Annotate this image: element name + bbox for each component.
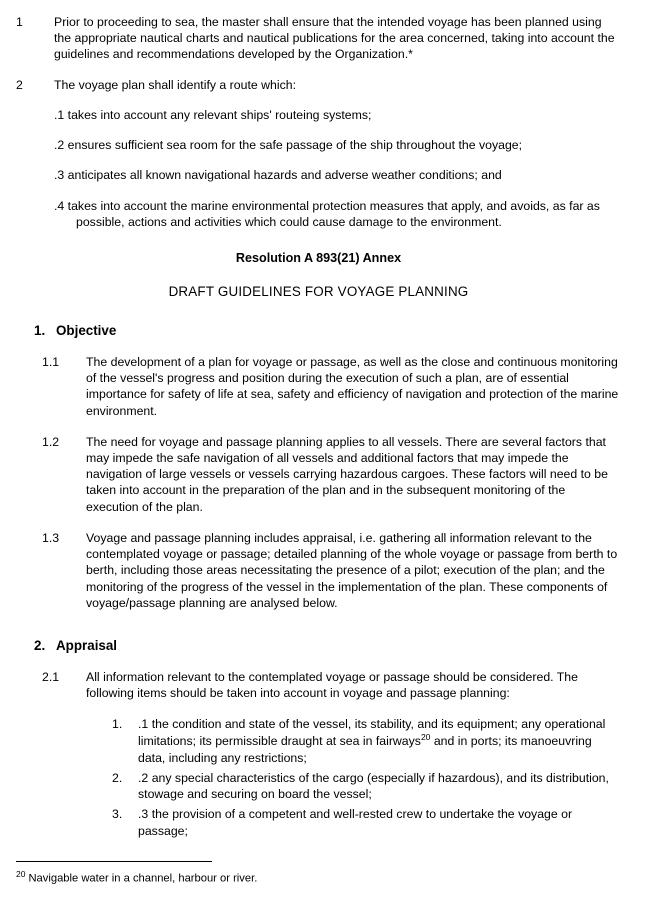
paragraph-text: The development of a plan for voyage or passage, as well as the close and continuous monitoring of the vessel's progress and position during the execution of such a plan, are of essential importance for safety of life at sea, safety and efficiency of navigation and protection of the marine environment. bbox=[86, 354, 619, 418]
paragraph-text: All information relevant to the contemplated voyage or passage should be considered. The following items should be taken into account in voyage and passage planning: bbox=[86, 669, 578, 700]
list-marker: 2. bbox=[112, 770, 123, 785]
paragraph-number: 1 bbox=[16, 15, 23, 29]
section-paragraph-1-1 bbox=[42, 354, 621, 419]
route-subitem bbox=[54, 167, 621, 183]
resolution-title: Resolution A 893(21) Annex bbox=[235, 250, 402, 265]
list-item-text: the condition and state of the vessel, its stability, and its equipment; any operational limitations; its permissible draught at sea in fairways bbox=[138, 717, 606, 749]
section-heading-appraisal bbox=[34, 637, 621, 655]
section-heading-objective bbox=[34, 322, 621, 340]
paragraph-text: The voyage plan shall identify a route which: bbox=[54, 77, 296, 92]
section-title: Appraisal bbox=[56, 638, 118, 654]
footnote-divider bbox=[16, 861, 212, 862]
section-paragraph-2-1 bbox=[42, 669, 621, 701]
list-item-text: the provision of a competent and well-rested crew to undertake the voyage or passage; bbox=[138, 807, 573, 838]
route-subitem-text: .1 takes into account any relevant ships' routeing systems; bbox=[54, 107, 372, 122]
route-subitem bbox=[54, 107, 621, 123]
paragraph-index: 1.2 bbox=[42, 434, 60, 449]
paragraph-number: 2 bbox=[16, 77, 23, 92]
list-item bbox=[112, 806, 621, 838]
list-marker: 1. bbox=[112, 717, 123, 732]
route-subitem-text: .2 ensures sufficient sea room for the safe passage of the ship throughout the voyage; bbox=[54, 138, 523, 153]
regulation-paragraph-1 bbox=[16, 14, 621, 63]
list-item bbox=[112, 716, 621, 766]
regulation-paragraph-2 bbox=[16, 77, 621, 93]
footnote-reference: 20 bbox=[420, 732, 431, 743]
footnote-text: Navigable water in a channel, harbour or river. bbox=[28, 873, 258, 886]
list-item-label: .1 bbox=[138, 717, 149, 732]
paragraph-text: Voyage and passage planning includes appraisal, i.e. gathering all information relevant to the contemplated voyage or passage; detailed planning of the whole voyage or passage from berth to berth, including those areas necessitating the presence of a pilot; execution of the plan; and the monitoring of the progress of the vessel in the implementation of the plan. These components of voyage/passage planning are analysed below. bbox=[86, 530, 618, 610]
section-number: 1. bbox=[34, 323, 46, 339]
paragraph-text: The need for voyage and passage planning applies to all vessels. There are several factors that may impede the safe navigation of all vessels and additional factors that may impede the navigation of large vessels or vessels carrying hazardous cargoes. These factors will need to be taken into account in the preparation of the plan and in the subsequent monitoring of the execution of the plan. bbox=[86, 434, 608, 514]
route-subitem-text: .3 anticipates all known navigational hazards and adverse weather conditions; and bbox=[54, 168, 502, 183]
footnote-area bbox=[16, 861, 616, 887]
footnote bbox=[16, 869, 616, 887]
footnote-mark: 20 bbox=[16, 869, 26, 880]
guidelines-title: DRAFT GUIDELINES FOR VOYAGE PLANNING bbox=[168, 283, 469, 299]
route-subitem bbox=[54, 137, 621, 153]
list-item-label: .2 bbox=[138, 770, 149, 785]
section-title: Objective bbox=[56, 323, 117, 339]
list-item-text: any special characteristics of the cargo (especially if hazardous), and its distribution, stowage and securing on board the vessel; bbox=[138, 770, 609, 802]
paragraph-index: 1.3 bbox=[42, 530, 60, 545]
section-paragraph-1-2 bbox=[42, 434, 621, 515]
list-item bbox=[112, 770, 621, 802]
list-item-label: .3 bbox=[138, 807, 149, 822]
appraisal-list bbox=[112, 716, 621, 839]
paragraph-index: 2.1 bbox=[42, 669, 60, 684]
section-paragraph-1-3 bbox=[42, 530, 621, 611]
route-subitem bbox=[54, 198, 621, 230]
paragraph-text: Prior to proceeding to sea, the master shall ensure that the intended voyage has been planned using the appropriate nautical charts and nautical publications for the area concerned, taking into account the guidelines and recommendations developed by the Organization.* bbox=[54, 15, 615, 62]
section-number: 2. bbox=[34, 638, 46, 654]
list-marker: 3. bbox=[112, 807, 123, 822]
list-item-text-continued: and in ports; its manoeuvring data, including any restrictions; bbox=[138, 734, 592, 765]
paragraph-index: 1.1 bbox=[42, 354, 60, 369]
route-subitem-text: .4 takes into account the marine environmental protection measures that apply, and avoids, as far as possible, actions and activities which could cause damage to the environment. bbox=[54, 198, 600, 229]
